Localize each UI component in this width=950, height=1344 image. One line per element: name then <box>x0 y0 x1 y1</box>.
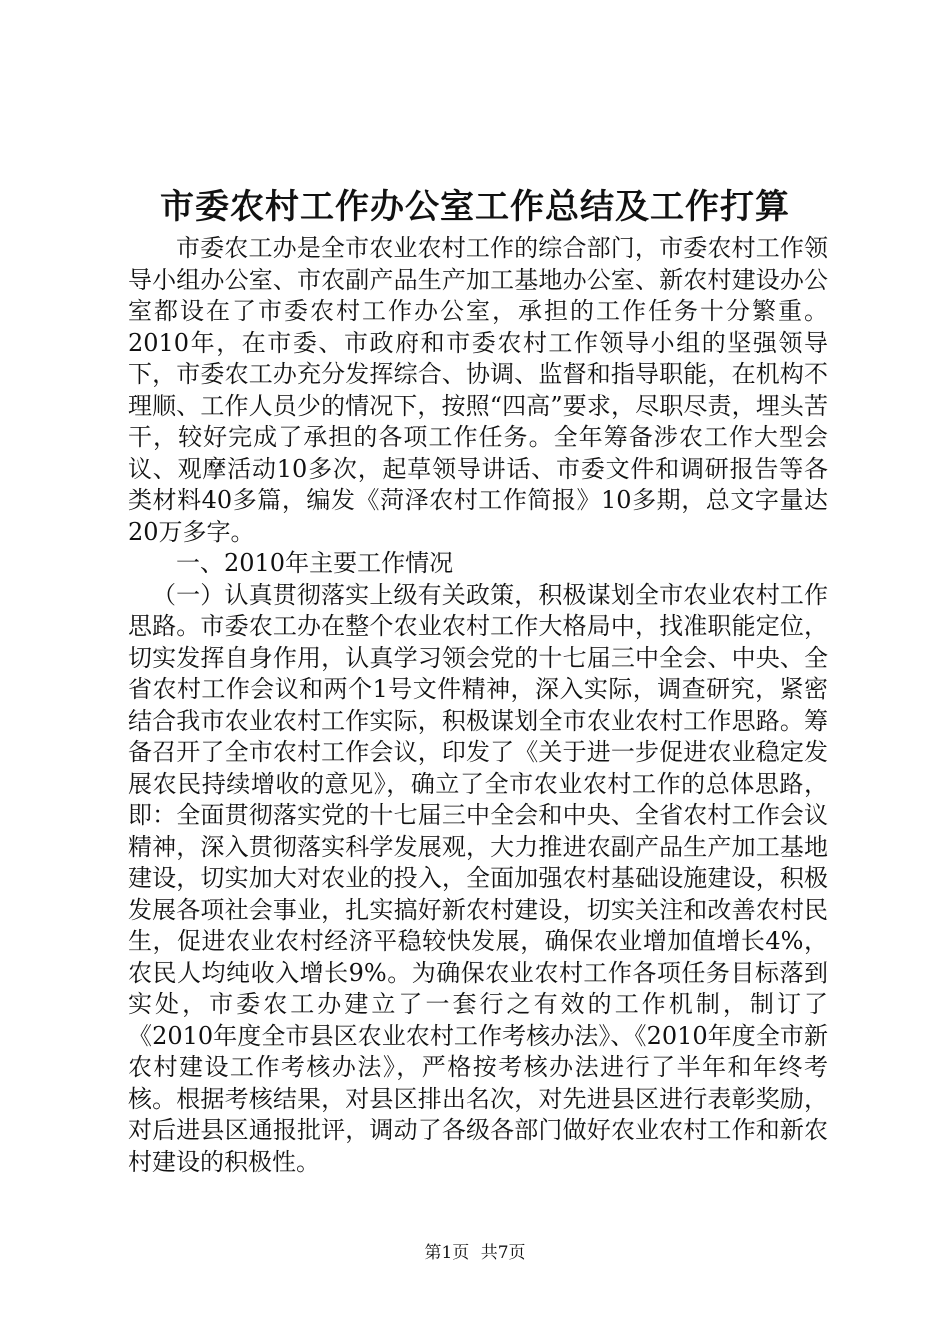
intro-paragraph: 市委农工办是全市农业农村工作的综合部门，市委农村工作领导小组办公室、市农副产品生产加工基地办公室、新农村建设办公室都设在了市委农村工作办公室，承担的工作任务十分繁重。2010年，在市委、市政府和市委农村工作领导小组的坚强领导下，市委农工办充分发挥综合、协调、监督和指导职能，在机构不理顺、工作人员少的情况下，按照“四高”要求，尽职尽责，埋头苦干，较好完成了承担的各项工作任务。全年筹备涉农工作大型会议、观摩活动10多次，起草领导讲话、市委文件和调研报告等各类材料40多篇，编发《菏泽农村工作简报》10多期，总文字量达20万多字。 <box>128 234 828 546</box>
section-heading: 一、2010年主要工作情况 <box>176 549 454 577</box>
page-total: 共7页 <box>480 1243 526 1263</box>
page-number: 第1页 <box>424 1243 470 1263</box>
document-body <box>128 233 828 1178</box>
document-title: 市委农村工作办公室工作总结及工作打算 <box>160 187 790 227</box>
subsection-paragraph: （一）认真贯彻落实上级有关政策，积极谋划全市农业农村工作思路。市委农工办在整个农业农村工作大格局中，找准职能定位，切实发挥自身作用，认真学习领会党的十七届三中全会、中央、全省农村工作会议和两个1号文件精神，深入实际，调查研究，紧密结合我市农业农村工作实际，积极谋划全市农业农村工作思路。筹备召开了全市农村工作会议，印发了《关于进一步促进农业稳定发展农民持续增收的意见》，确立了全市农业农村工作的总体思路，即：全面贯彻落实党的十七届三中全会和中央、全省农村工作会议精神，深入贯彻落实科学发展观，大力推进农副产品生产加工基地建设，切实加大对农业的投入，全面加强农村基础设施建设，积极发展各项社会事业，扎实搞好新农村建设，切实关注和改善农村民生，促进农业农村经济平稳较快发展，确保农业增加值增长4%，农民人均纯收入增长9%。为确保农业农村工作各项任务目标落到实处，市委农工办建立了一套行之有效的工作机制，制订了《2010年度全市县区农业农村工作考核办法》、《2010年度全市新农村建设工作考核办法》，严格按考核办法进行了半年和年终考核。根据考核结果，对县区排出名次，对先进县区进行表彰奖励，对后进县区通报批评，调动了各级各部门做好农业农村工作和新农村建设的积极性。 <box>128 580 828 1176</box>
page-footer <box>0 1241 950 1265</box>
